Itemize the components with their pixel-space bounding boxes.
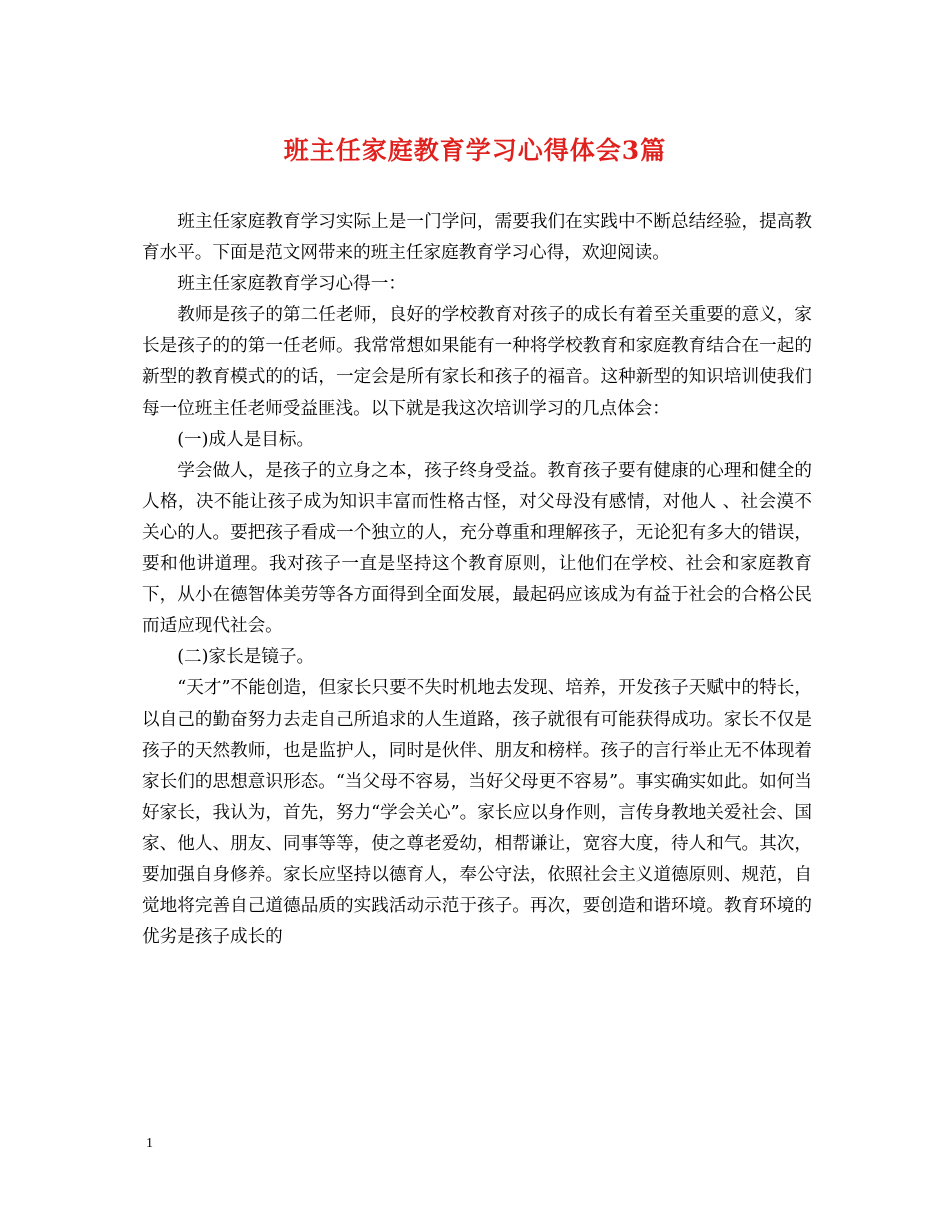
paragraph-learn-to-be-human: 学会做人，是孩子的立身之本，孩子终身受益。教育孩子要有健康的心理和健全的人格，决不能让孩子成为知识丰富而性格古怪，对父母没有感情，对他人 、社会漠不关心的人。要把孩子看成一个独立的人，充分尊重和理解孩子，无论犯有多大的错误，要和他讲道理。我对孩子一直是坚持这个教育原则，让他们在学校、社会和家庭教育下，从小在德智体美劳等各方面得到全面发展，最起码应该成为有益于社会的合格公民而适应现代社会。 [142, 460, 812, 637]
paragraph-parents-mirror: “天才”不能创造，但家长只要不失时机地去发现、培养，开发孩子天赋中的特长，以自己的勤奋努力去走自己所追求的人生道路，孩子就很有可能获得成功。家长不仅是孩子的天然教师，也是监护人，同时是伙伴、朋友和榜样。孩子的言行举止无不体现着家长们的思想意识形态。“当父母不容易，当好父母更不容易”。事实确实如此。如何当好家长，我认为，首先，努力“学会关心”。家长应以身作则，言传身教地关爱社会、国家、他人、朋友、同事等等，使之尊老爱幼，相帮谦让，宽容大度，待人和气。其次，要加强自身修养。家长应坚持以德育人，奉公守法，依照社会主义道德原则、规范，自觉地将完善自己道德品质的实践活动示范于孩子。再次，要创造和谐环境。教育环境的优劣是孩子成长的 [142, 678, 812, 948]
document-title: 班主任家庭教育学习心得体会3篇 [283, 136, 667, 165]
paragraph-subheading-1: (一)成人是目标。 [177, 429, 315, 450]
paragraph-section-heading: 班主任家庭教育学习心得一： [177, 274, 406, 295]
paragraph-teacher: 教师是孩子的第二任老师，良好的学校教育对孩子的成长有着至关重要的意义，家长是孩子的的第一任老师。我常常想如果能有一种将学校教育和家庭教育结合在一起的新型的教育模式的的话，一定会是所有家长和孩子的福音。这种新型的知识培训使我们每一位班主任老师受益匪浅。以下就是我这次培训学习的几点体会： [142, 305, 812, 419]
page-number: 1 [146, 1136, 153, 1151]
document-body [142, 207, 812, 953]
paragraph-intro: 班主任家庭教育学习实际上是一门学问，需要我们在实践中不断总结经验，提高教育水平。下面是范文网带来的班主任家庭教育学习心得，欢迎阅读。 [142, 212, 812, 264]
paragraph-subheading-2: (二)家长是镜子。 [177, 647, 315, 668]
